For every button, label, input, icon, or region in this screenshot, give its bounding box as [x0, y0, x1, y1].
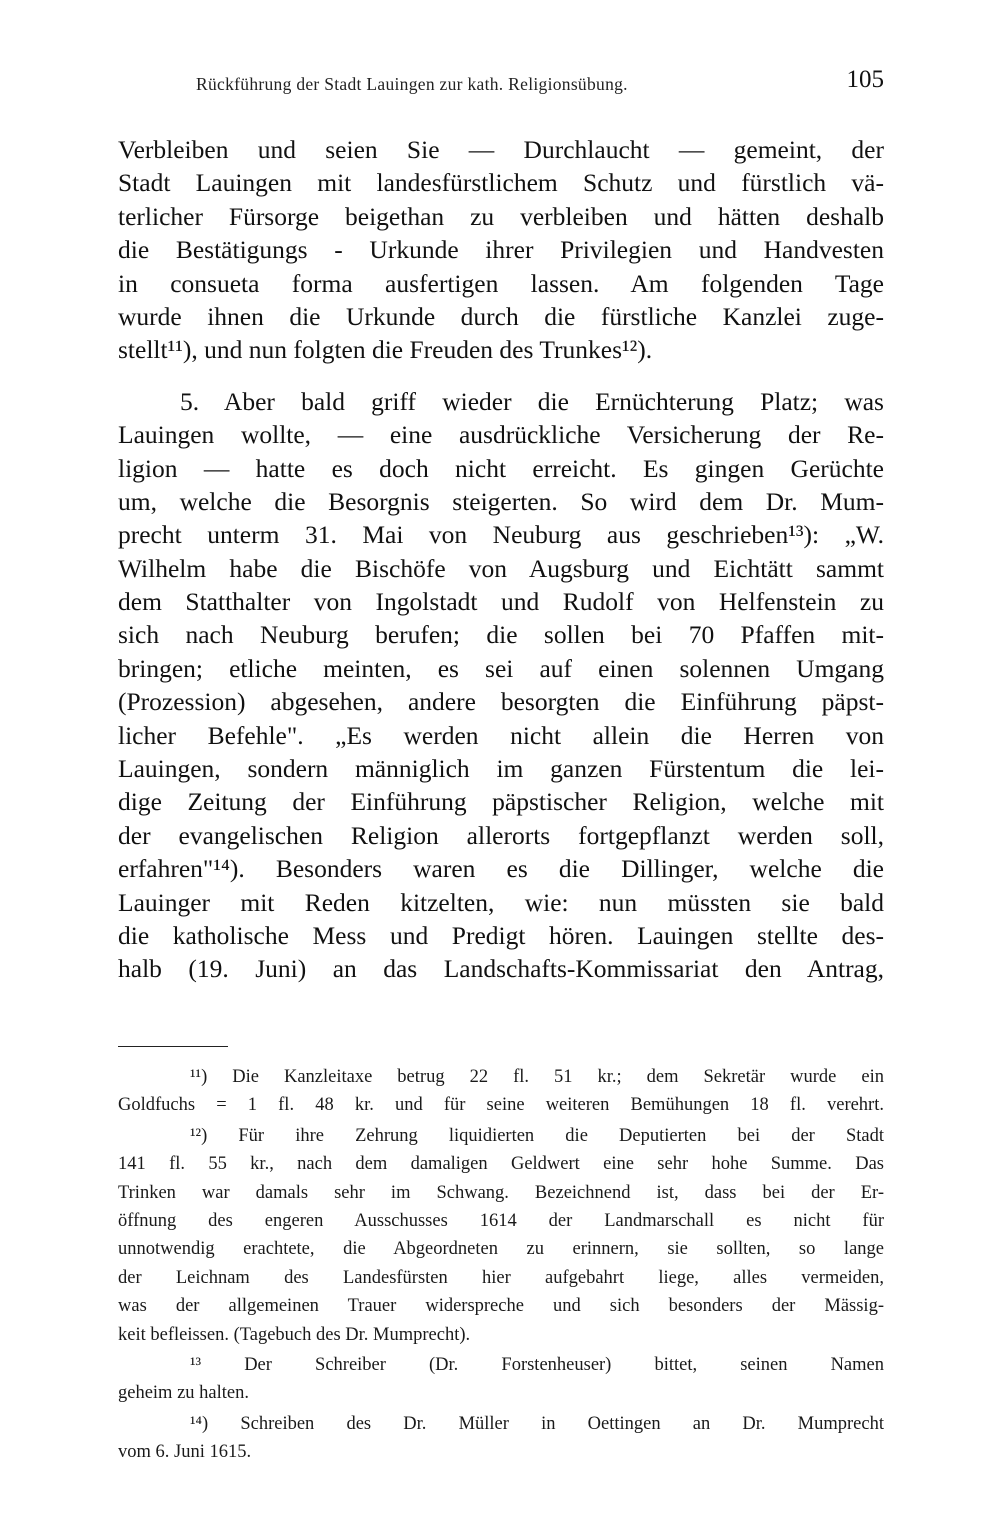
text-line: stellt¹¹), und nun folgten die Freuden des Trunkes¹²). [118, 335, 653, 365]
page-number: 105 [846, 66, 884, 93]
text-line: erfahren"¹⁴). Besonders waren es die Dillinger, welche die [118, 854, 884, 884]
footnote-line: Goldfuchs = 1 fl. 48 kr. und für seine weiteren Bemühungen 18 fl. verehrt. [118, 1095, 884, 1116]
text-line: Stadt Lauingen mit landesfürstlichem Schutz und fürstlich vä- [118, 168, 884, 198]
text-line: bringen; etliche meinten, es sei auf einen solennen Umgang [118, 653, 884, 683]
footnote-line: keit befleissen. (Tagebuch des Dr. Mumprecht). [118, 1324, 471, 1345]
footnote-line: unnotwendig erachtete, die Abgeordneten zu erinnern, sie sollten, so lange [118, 1239, 884, 1260]
footnotes [118, 1063, 884, 1466]
text-line: sich nach Neuburg berufen; die sollen bei 70 Pfaffen mit- [118, 620, 884, 650]
text-line: precht unterm 31. Mai von Neuburg aus geschrieben¹³): „W. [118, 520, 884, 550]
text-line: Verbleiben und seien Sie — Durchlaucht — gemeint, der [118, 135, 884, 164]
page-header [118, 66, 884, 100]
footnote-line: ¹²) Für ihre Zehrung liquidierten die Deputierten bei der Stadt [190, 1125, 884, 1146]
running-head: Rückführung der Stadt Lauingen zur kath. Religionsübung. [196, 74, 628, 94]
text-line: der evangelischen Religion allerorts fortgepflanzt werden soll, [118, 820, 884, 850]
footnote-divider [118, 1046, 228, 1047]
text-line: Lauingen wollte, — eine ausdrückliche Versicherung der Re- [118, 420, 884, 450]
text-line: Lauinger mit Reden kitzelten, wie: nun müssten sie bald [118, 887, 884, 917]
text-line: ligion — hatte es doch nicht erreicht. Es gingen Gerüchte [118, 453, 884, 483]
text-line: licher Befehle". „Es werden nicht allein die Herren von [118, 720, 884, 750]
text-line: die katholische Mess und Predigt hören. Lauingen stellte des- [118, 920, 884, 950]
main-text [118, 133, 884, 986]
footnote-line: der Leichnam des Landesfürsten hier aufgebahrt liege, alles vermeiden, [118, 1267, 884, 1288]
footnote-line: ¹³ Der Schreiber (Dr. Forstenheuser) bittet, seinen Namen [190, 1354, 884, 1375]
footnote-line: ¹¹) Die Kanzleitaxe betrug 22 fl. 51 kr.; dem Sekretär wurde ein [190, 1067, 884, 1087]
text-line: halb (19. Juni) an das Landschafts-Kommissariat den Antrag, [118, 954, 884, 984]
text-line: (Prozession) abgesehen, andere besorgten die Einführung päpst- [118, 687, 884, 717]
text-line: um, welche die Besorgnis steigerten. So wird dem Dr. Mum- [118, 486, 884, 516]
footnote-line: vom 6. Juni 1615. [118, 1442, 252, 1463]
text-line: die Bestätigungs - Urkunde ihrer Privilegien und Handvesten [118, 235, 884, 265]
footnote-line: geheim zu halten. [118, 1383, 249, 1404]
text-line: 5. Aber bald griff wieder die Ernüchterung Platz; was [180, 386, 884, 416]
text-line: in consueta forma ausfertigen lassen. Am folgenden Tage [118, 268, 884, 298]
text-line: Wilhelm habe die Bischöfe von Augsburg und Eichtätt sammt [118, 553, 884, 583]
text-line: dige Zeitung der Einführung päpstischer Religion, welche mit [118, 787, 884, 817]
footnote-line: was der allgemeinen Trauer widerspreche und sich besonders der Mässig- [118, 1296, 884, 1317]
text-line: dem Statthalter von Ingolstadt und Rudolf von Helfenstein zu [118, 587, 884, 617]
footnote-line: ¹⁴) Schreiben des Dr. Müller in Oettingen an Dr. Mumprecht [190, 1413, 884, 1434]
text-line: Lauingen, sondern männiglich im ganzen Fürstentum die lei- [118, 754, 884, 784]
footnote-line: Trinken war damals sehr im Schwang. Bezeichnend ist, dass bei der Er- [118, 1182, 884, 1203]
text-line: terlicher Fürsorge beigethan zu verbleiben und hätten deshalb [118, 201, 884, 231]
footnote-line: öffnung des engeren Ausschusses 1614 der Landmarschall es nicht für [118, 1210, 884, 1231]
footnote-line: 141 fl. 55 kr., nach dem damaligen Geldwert eine sehr hohe Summe. Das [118, 1154, 884, 1175]
text-line: wurde ihnen die Urkunde durch die fürstliche Kanzlei zuge- [118, 301, 884, 331]
